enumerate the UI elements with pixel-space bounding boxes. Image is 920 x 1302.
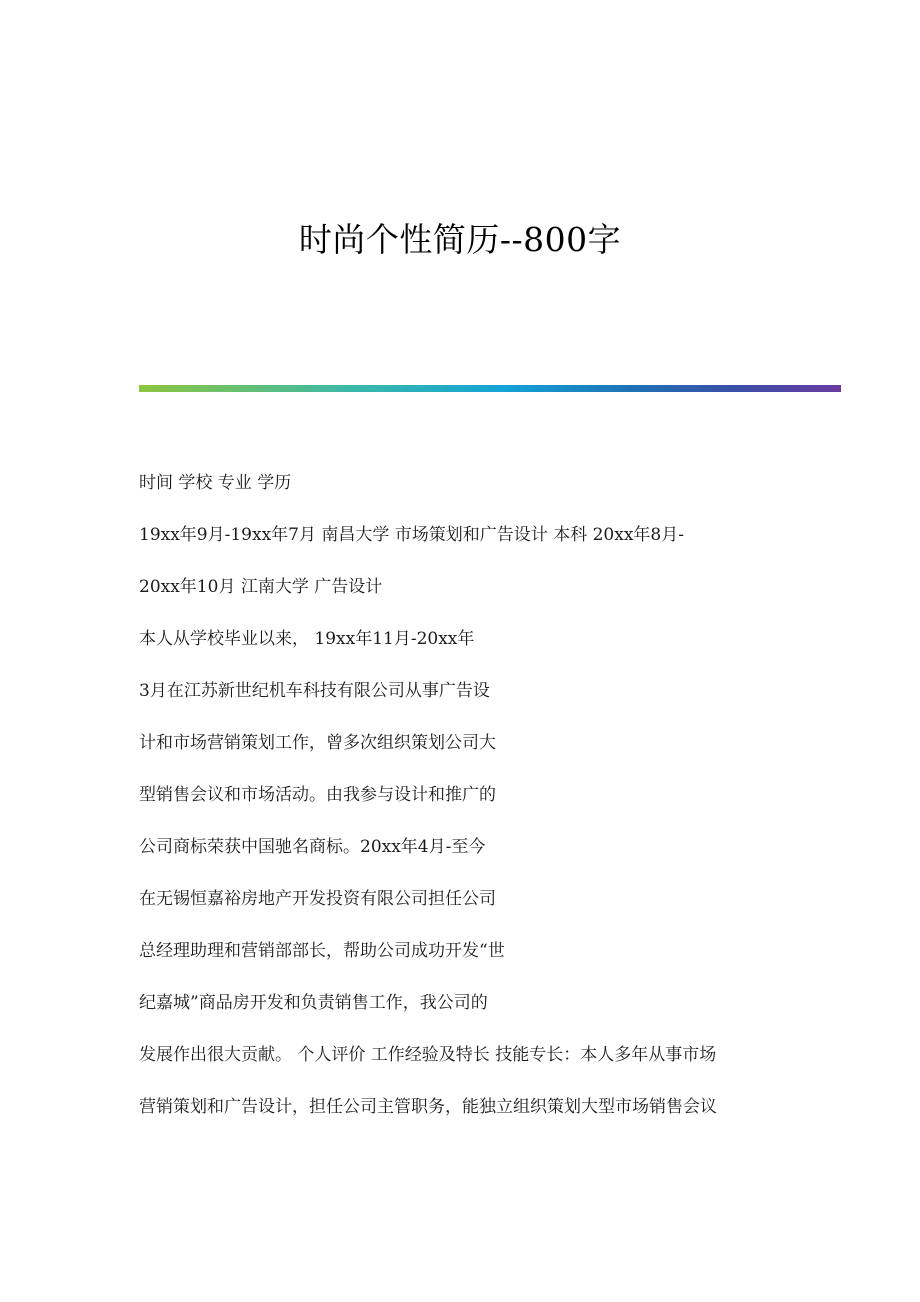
body-line: 时间 学校 专业 学历 [139,473,292,493]
body-line: 3月在江苏新世纪机车科技有限公司从事广告设 [139,681,490,701]
title-divider [139,385,841,392]
document-title: 时尚个性简历--800字 [298,220,622,259]
body-line: 总经理助理和营销部部长，帮助公司成功开发“世 [139,941,505,961]
body-line: 计和市场营销策划工作，曾多次组织策划公司大 [139,733,496,753]
body-line: 在无锡恒嘉裕房地产开发投资有限公司担任公司 [139,889,496,909]
body-line: 公司商标荣获中国驰名商标。20xx年4月-至今 [139,837,486,857]
body-line: 型销售会议和市场活动。由我参与设计和推广的 [139,785,496,805]
body-line: 19xx年9月-19xx年7月 南昌大学 市场策划和广告设计 本科 20xx年8月- [139,525,684,545]
body-line: 20xx年10月 江南大学 广告设计 [139,577,383,597]
body-line: 本人从学校毕业以来， 19xx年11月-20xx年 [139,629,475,649]
document-body [139,463,839,1139]
body-line: 营销策划和广告设计，担任公司主管职务，能独立组织策划大型市场销售会议 [139,1097,717,1117]
body-line: 发展作出很大贡献。 个人评价 工作经验及特长 技能专长：本人多年从事市场 [139,1045,717,1065]
body-line: 纪嘉城”商品房开发和负责销售工作，我公司的 [139,993,488,1013]
